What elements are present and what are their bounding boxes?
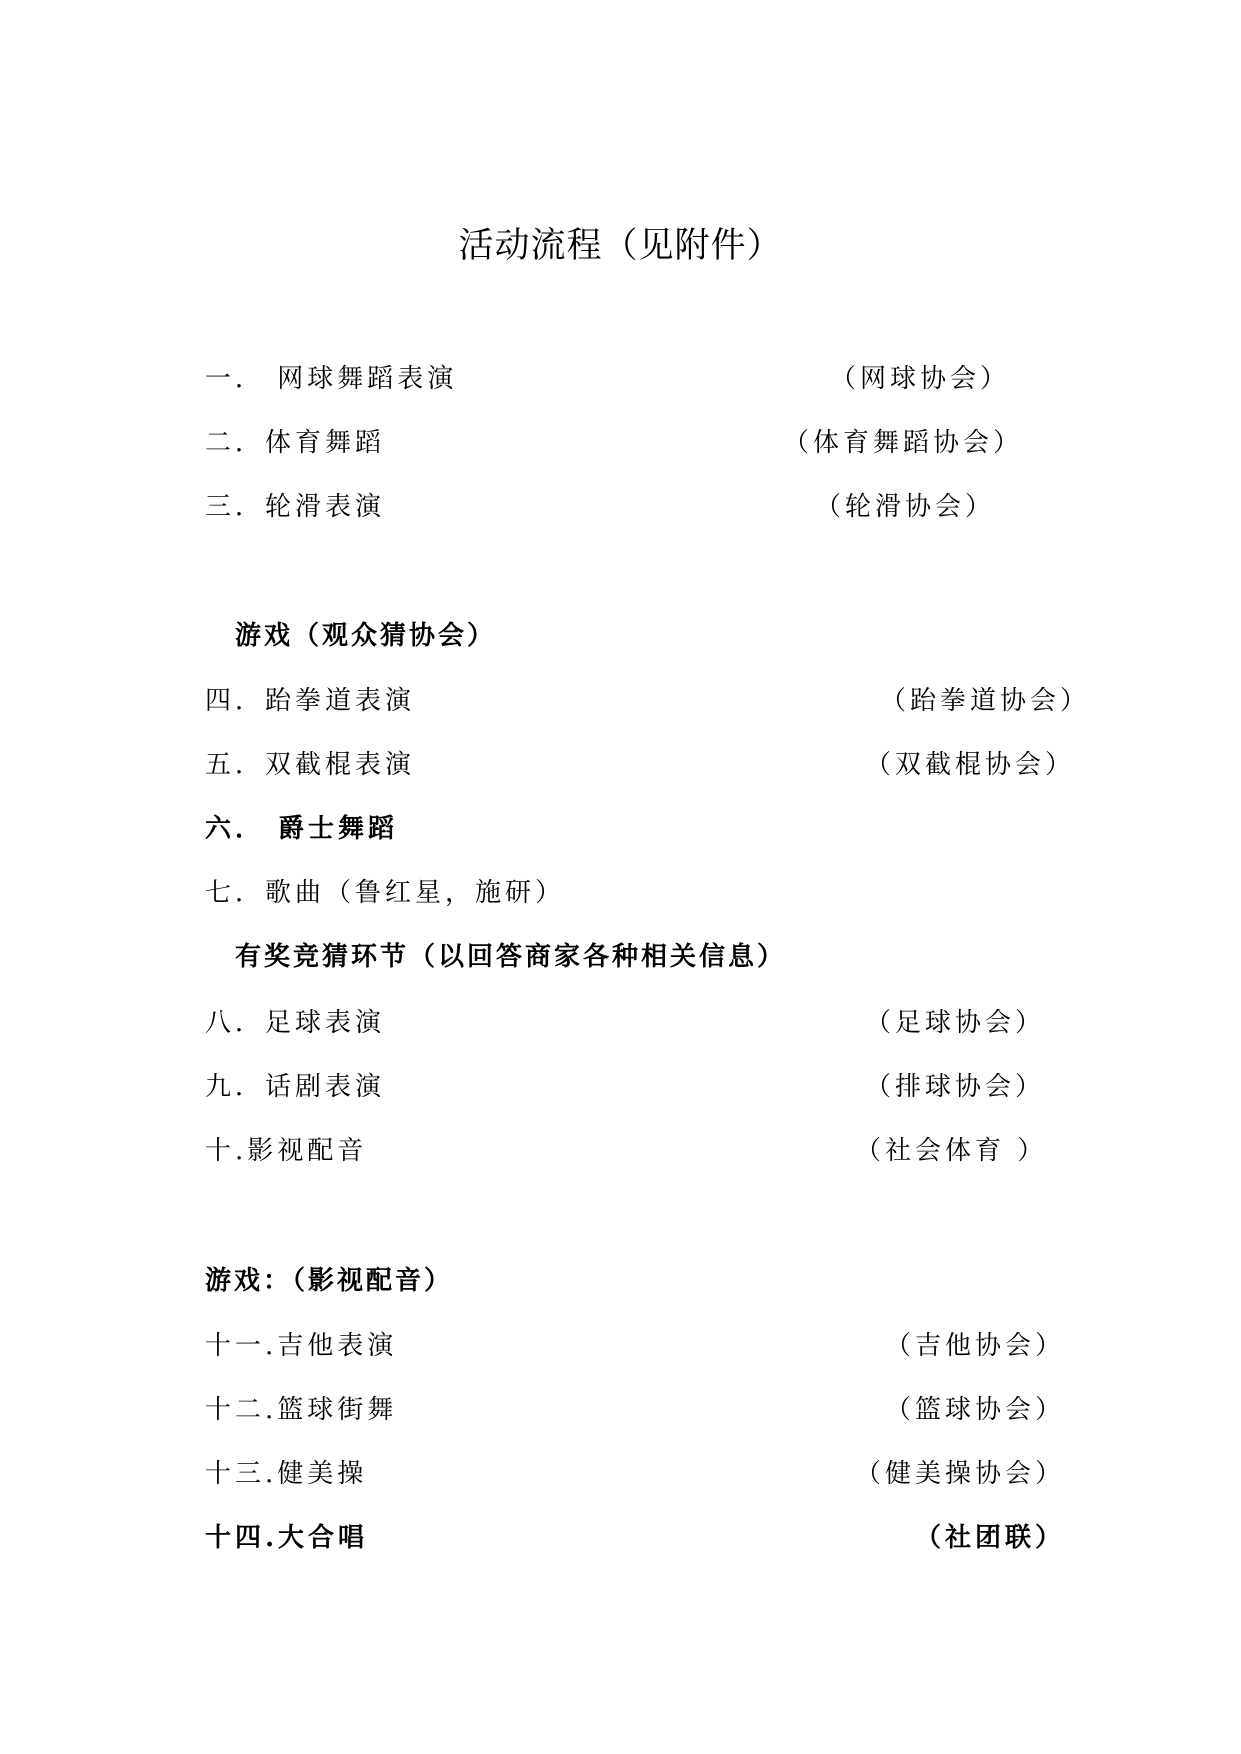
program-item-name: 九．话剧表演 [205,1072,386,1102]
program-item-org: （轮滑协会） [815,492,996,522]
program-item-name: 十三.健美操 [205,1459,368,1489]
program-item-name: 十四.大合唱 [205,1523,369,1553]
page-title: 活动流程（见附件） [458,226,783,266]
quiz-section-heading: 有奖竞猜环节（以回答商家各种相关信息） [235,942,787,972]
game-section-heading: 游戏（观众猜协会） [235,621,497,651]
program-item-org: （足球协会） [865,1008,1046,1038]
program-item-org: （跆拳道协会） [880,686,1091,716]
program-item-name: 五．双截棍表演 [205,750,416,780]
program-item-12 [205,1393,1085,1427]
program-item-13 [205,1457,1085,1491]
program-item-org: （网球协会） [830,364,1011,394]
program-item-org: （吉他协会） [885,1331,1066,1361]
program-item-5 [205,748,1085,782]
program-item-org: （体育舞蹈协会） [783,428,1024,458]
program-item-8 [205,1006,1065,1040]
program-item-name: 六． 爵士舞蹈 [205,814,399,844]
program-item-org: （社团联） [915,1523,1066,1553]
program-item-org: （健美操协会） [855,1459,1066,1489]
program-item-name: 十.影视配音 [205,1136,368,1166]
program-item-14 [205,1521,1085,1555]
program-item-org: （双截棍协会） [865,750,1076,780]
program-item-4 [205,684,1091,718]
program-item-org: （篮球协会） [885,1395,1066,1425]
program-item-name: 七．歌曲（鲁红星，施研） [205,878,566,908]
program-item-name: 一． 网球舞蹈表演 [205,364,458,394]
program-item-9 [205,1070,1065,1104]
program-item-org: （社会体育 ） [855,1136,1048,1166]
program-item-2 [205,426,1065,460]
program-item-name: 十二.篮球街舞 [205,1395,398,1425]
program-item-name: 二．体育舞蹈 [205,428,386,458]
program-item-10 [205,1134,1065,1168]
program-item-6 [205,812,1065,846]
program-item-name: 四．跆拳道表演 [205,686,416,716]
program-item-1 [205,362,1065,396]
program-item-name: 三．轮滑表演 [205,492,386,522]
program-item-name: 八．足球表演 [205,1008,386,1038]
program-item-name: 十一.吉他表演 [205,1331,398,1361]
program-item-11 [205,1329,1085,1363]
game-section-heading-2: 游戏：（影视配音） [205,1266,454,1296]
program-item-3 [205,490,1065,524]
program-item-org: （排球协会） [865,1072,1046,1102]
program-item-7 [205,876,1065,910]
